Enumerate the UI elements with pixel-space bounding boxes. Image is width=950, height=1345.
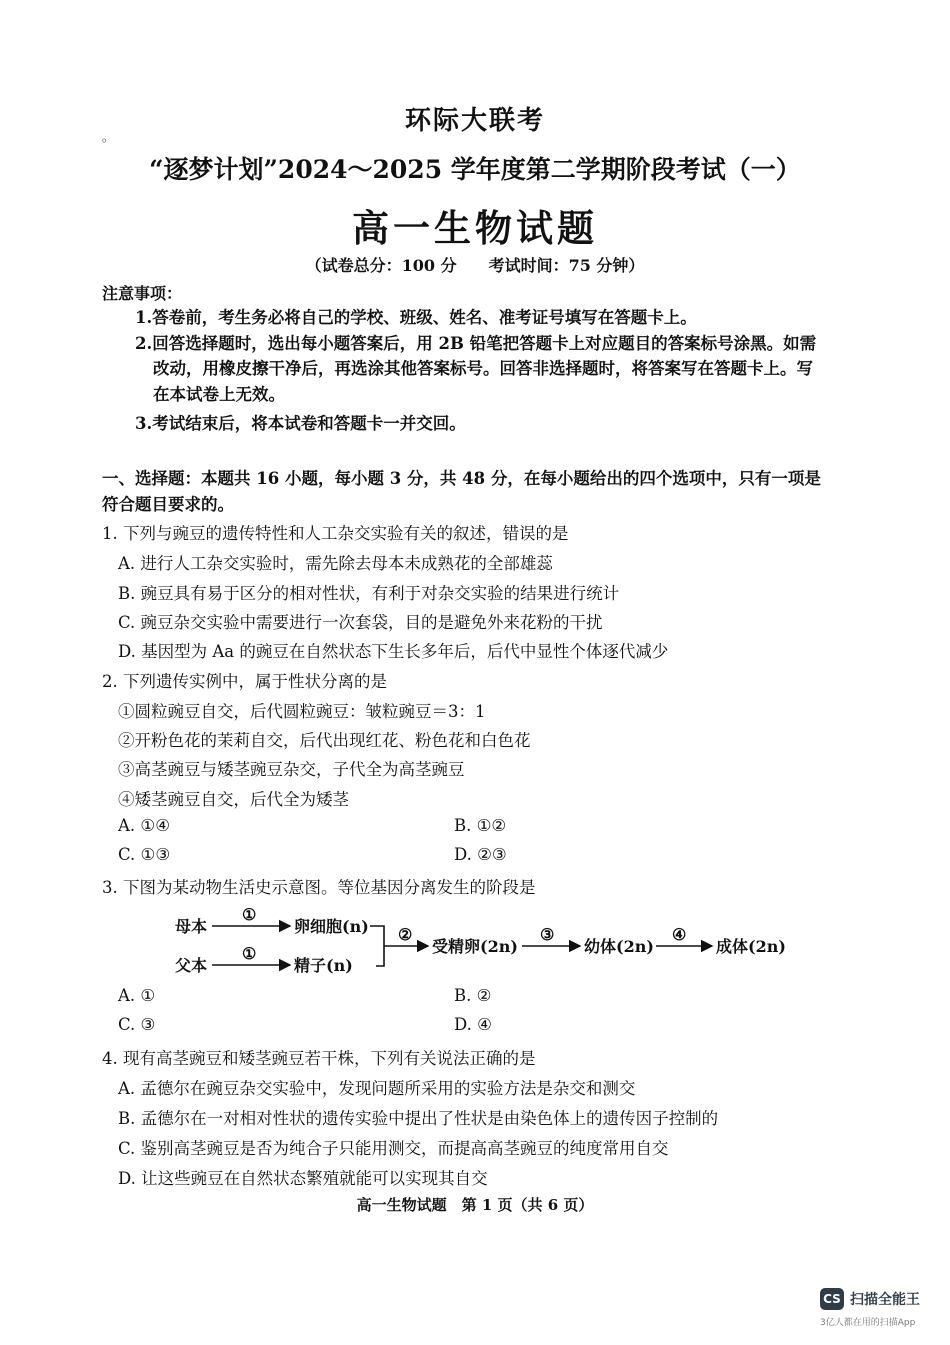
exam-meta: （试卷总分：100 分 考试时间：75 分钟）: [305, 256, 645, 275]
life-cycle-diagram: [170, 900, 810, 980]
question-1-stem: 1. 下列与豌豆的遗传特性和人工杂交实验有关的叙述，错误的是: [102, 524, 569, 543]
question-1-option-a: A. 进行人工杂交实验时，需先除去母本未成熟花的全部雄蕊: [118, 554, 553, 573]
section-heading: 一、选择题：本题共 16 小题，每小题 3 分，共 48 分，在每小题给出的四个选项中，只有一项是: [102, 469, 821, 488]
mother-label: 母本: [175, 917, 208, 936]
fertilization-bracket: [370, 926, 384, 966]
zygote-label: 受精卵(2n): [432, 937, 518, 956]
father-label: 父本: [175, 956, 208, 975]
notice-item: 在本试卷上无效。: [153, 385, 285, 404]
question-4-option-b: B. 孟德尔在一对相对性状的遗传实验中提出了性状是由染色体上的遗传因子控制的: [118, 1109, 719, 1128]
question-1-option-d: D. 基因型为 Aa 的豌豆在自然状态下生长多年后，后代中显性个体逐代减少: [118, 642, 669, 661]
question-3-option-d: D. ④: [454, 1015, 492, 1034]
question-2-statement: ①圆粒豌豆自交，后代圆粒豌豆：皱粒豌豆＝3：1: [118, 702, 486, 721]
page-footer: 高一生物试题 第 1 页（共 6 页）: [356, 1196, 594, 1214]
question-4-stem: 4. 现有高茎豌豆和矮茎豌豆若干株，下列有关说法正确的是: [102, 1049, 536, 1068]
question-4-option-d: D. 让这些豌豆在自然状态繁殖就能可以实现其自交: [118, 1169, 488, 1188]
scanner-slogan: 3亿人都在用的扫描App: [820, 1318, 916, 1328]
scanner-brand-name: 扫描全能王: [850, 1292, 920, 1308]
question-2-option-a: A. ①④: [118, 816, 170, 835]
question-2-statement: ②开粉色花的茉莉自交，后代出现红花、粉色花和白色花: [118, 731, 531, 750]
step-4-label: ④: [672, 925, 687, 944]
notice-item: 3.考试结束后，将本试卷和答题卡一并交回。: [135, 414, 466, 433]
question-1-option-c: C. 豌豆杂交实验中需要进行一次套袋，目的是避免外来花粉的干扰: [118, 613, 603, 632]
sperm-label: 精子(n): [294, 956, 353, 975]
stray-mark: 。: [102, 130, 115, 144]
question-4-option-c: C. 鉴别高茎豌豆是否为纯合子只能用测交，而提高高茎豌豆的纯度常用自交: [118, 1139, 669, 1158]
question-3-option-a: A. ①: [118, 986, 156, 1005]
adult-label: 成体(2n): [716, 937, 786, 956]
question-2-option-b: B. ①②: [454, 816, 507, 835]
question-2-option-d: D. ②③: [454, 845, 507, 864]
step-2-label: ②: [398, 925, 413, 944]
notice-item: 改动，用橡皮擦干净后，再选涂其他答案标号。回答非选择题时，将答案写在答题卡上。写: [153, 359, 813, 378]
notice-title: 注意事项：: [102, 284, 183, 303]
notice-item: 1.答卷前，考生务必将自己的学校、班级、姓名、准考证号填写在答题卡上。: [135, 308, 697, 327]
scanner-watermark: [820, 1288, 935, 1333]
question-2-option-c: C. ①③: [118, 845, 171, 864]
question-1-option-b: B. 豌豆具有易于区分的相对性状，有利于对杂交实验的结果进行统计: [118, 584, 620, 603]
question-3-stem: 3. 下图为某动物生活史示意图。等位基因分离发生的阶段是: [102, 878, 536, 897]
step-1-label-top: ①: [242, 905, 257, 924]
subject-title: 高一生物试题: [352, 206, 598, 250]
question-3-option-c: C. ③: [118, 1015, 156, 1034]
notice-item: 2.回答选择题时，选出每小题答案后，用 2B 铅笔把答题卡上对应题目的答案标号涂黑。如需: [135, 334, 817, 353]
question-2-stem: 2. 下列遗传实例中，属于性状分离的是: [102, 672, 387, 691]
egg-label: 卵细胞(n): [294, 917, 369, 936]
question-4-option-a: A. 孟德尔在豌豆杂交实验中，发现问题所采用的实验方法是杂交和测交: [118, 1079, 636, 1098]
life-cycle-svg: [170, 900, 810, 980]
exam-title: “逐梦计划”2024～2025 学年度第二学期阶段考试（一）: [149, 155, 801, 184]
question-2-statement: ④矮茎豌豆自交，后代全为矮茎: [118, 790, 349, 809]
step-3-label: ③: [540, 925, 555, 944]
step-1-label-bottom: ①: [242, 944, 257, 963]
organizer-title: 环际大联考: [404, 106, 545, 136]
section-heading-cont: 符合题目要求的。: [102, 495, 234, 514]
juvenile-label: 幼体(2n): [584, 937, 654, 956]
question-2-statement: ③高茎豌豆与矮茎豌豆杂交，子代全为高茎豌豆: [118, 760, 465, 779]
scanner-logo-icon: CS: [820, 1288, 844, 1310]
question-3-option-b: B. ②: [454, 986, 492, 1005]
